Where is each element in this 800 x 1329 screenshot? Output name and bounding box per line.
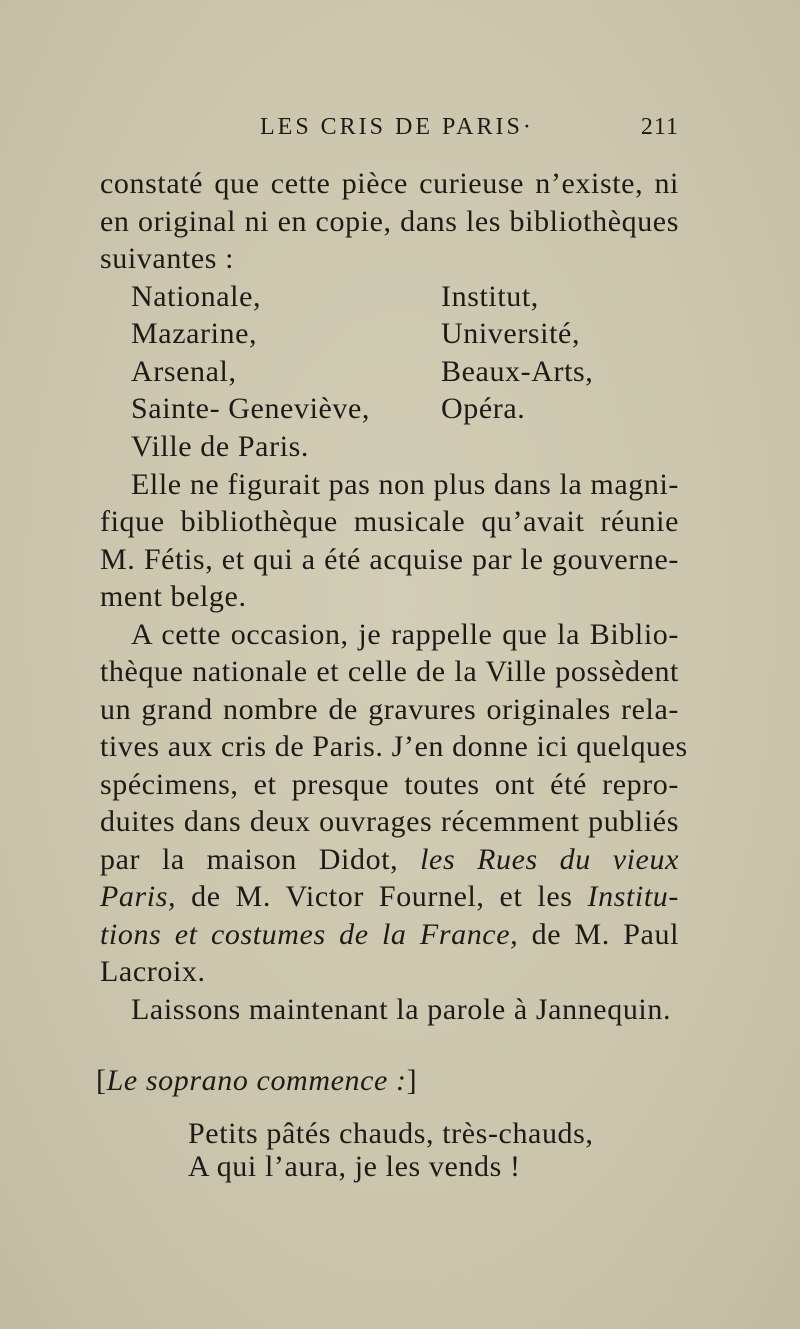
library-name: Beaux-Arts, [441,355,594,388]
library-name: Ville de Paris. [131,430,309,463]
italic-title: Paris, [100,880,177,913]
text-line [100,917,679,953]
text-line: constaté que cette pièce curieuse n’existe, ni [100,167,679,200]
text-line: ment belge. [100,580,247,613]
library-row [131,279,679,315]
italic-title: les Rues du vieux [420,843,679,876]
text-line: Laissons maintenant la parole à Jannequin. [131,993,672,1026]
text-line: duites dans deux ouvrages récemment publiés [100,805,679,838]
stage-direction [96,1063,675,1099]
text-run: par la maison Didot, [100,843,399,876]
library-row [131,429,679,465]
text-line [100,842,679,878]
text-line: Lacroix. [100,955,206,988]
library-name: Opéra. [441,392,526,425]
library-name: Arsenal, [131,355,237,388]
verse-line: Petits pâtés chauds, très-chauds, [188,1117,594,1150]
text-line: A cette occasion, je rappelle que la Biblio- [131,618,679,651]
text-line: en original ni en copie, dans les bibliothèques [100,205,679,238]
bracket-open: [ [96,1064,107,1097]
library-name: Université, [441,317,581,350]
text-line: M. Fétis, et qui a été acquise par le gouverne- [100,543,679,576]
library-row [131,354,679,390]
text-line: spécimens, et presque toutes ont été repro- [100,768,679,801]
text-line: tives aux cris de Paris. J’en donne ici quelques [100,730,688,763]
running-title: LES CRIS DE PARIS· [260,114,534,140]
text-line [100,879,679,915]
running-header [100,114,679,154]
stage-direction-text: Le soprano commence : [106,1064,407,1097]
library-row [131,391,679,427]
italic-title: tions et costumes de la France, [100,918,519,951]
text-run: de M. Victor Fournel, et les [191,880,573,913]
library-name: Institut, [441,280,539,313]
library-name: Nationale, [131,280,262,313]
page-number: 211 [640,114,679,140]
library-name: Mazarine, [131,317,258,350]
text-run: de M. Paul [531,918,680,951]
bracket-close: ] [406,1064,418,1097]
verse-line: A qui l’aura, je les vends ! [188,1150,521,1183]
library-name: Sainte- Geneviève, [131,392,371,425]
library-row [131,316,679,352]
text-line: un grand nombre de gravures originales rela- [100,693,679,726]
text-line: suivantes : [100,242,235,275]
text-line: thèque nationale et celle de la Ville possèdent [100,655,679,688]
italic-title: Institu- [587,880,679,913]
text-line: Elle ne figurait pas non plus dans la magni- [131,468,679,501]
text-line: fique bibliothèque musicale qu’avait réunie [100,505,679,538]
